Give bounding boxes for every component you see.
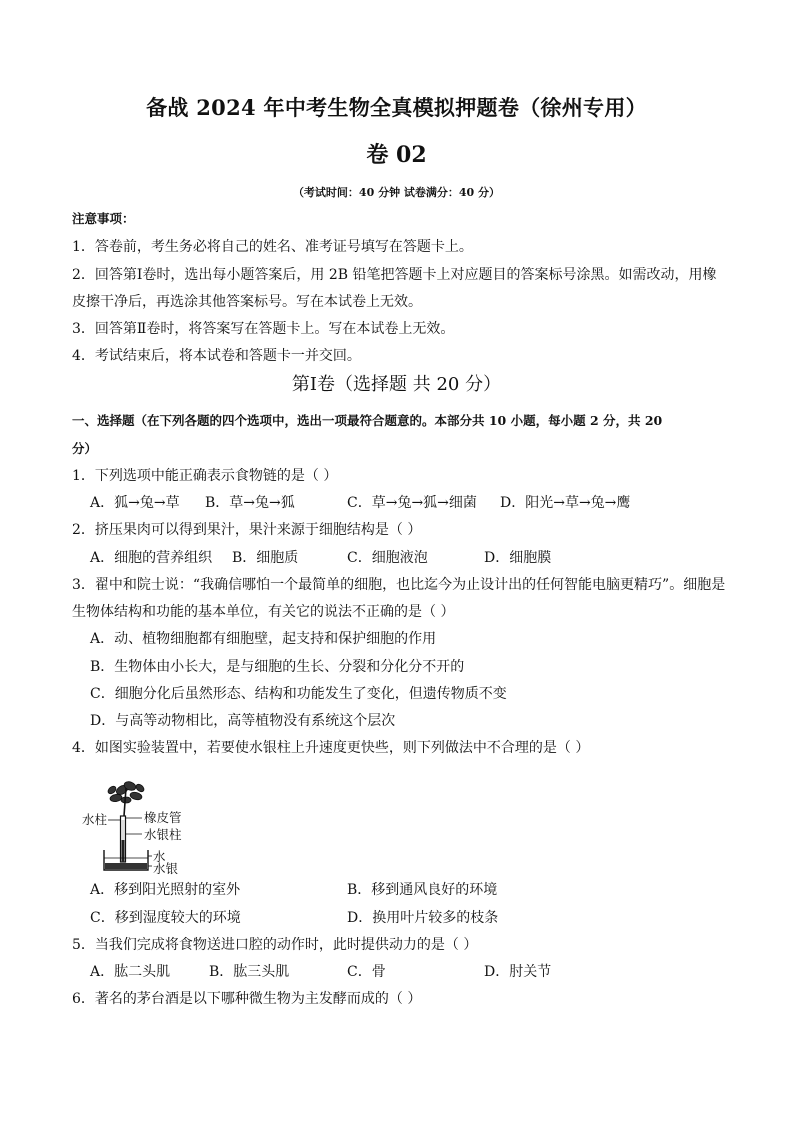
exam-info: （考试时间：40 分钟 试卷满分：40 分） [292,186,501,199]
question-2-option-d: D．细胞膜 [484,550,552,566]
question-6-stem: 6．著名的茅台酒是以下哪种微生物为主发酵而成的（ ） [72,991,422,1007]
label-water: 水 [153,849,166,864]
note-item-4: 4．考试结束后，将本试卷和答题卡一并交回。 [72,348,361,364]
exam-subtitle: 卷 02 [366,142,427,168]
question-5-option-c: C．骨 [347,964,386,980]
note-item-2-cont: 皮擦干净后，再选涂其他答案标号。写在本试卷上无效。 [72,294,422,310]
question-5-option-d: D．肘关节 [484,964,552,980]
label-mercury-column: 水银柱 [144,827,182,842]
label-mercury: 水银 [153,861,179,876]
label-water-column: 水柱 [82,812,108,827]
label-rubber-tube: 橡皮管 [144,810,182,825]
section-instruction-cont: 分） [72,441,98,456]
question-3-option-c: C．细胞分化后虽然形态、结构和功能发生了变化，但遗传物质不变 [90,686,507,702]
question-2-option-b: B．细胞质 [232,550,299,566]
question-5-option-a: A．肱二头肌 [90,964,171,980]
transpiration-apparatus-figure [78,778,198,878]
note-item-2: 2．回答第Ⅰ卷时，选出每小题答案后，用 2B 铅笔把答题卡上对应题目的答案标号涂黑。如需改动，用橡 [72,267,717,283]
notes-heading: 注意事项： [72,211,135,226]
question-5-stem: 5．当我们完成将食物送进口腔的动作时，此时提供动力的是（ ） [72,937,478,953]
question-4-stem: 4．如图实验装置中，若要使水银柱上升速度更快些，则下列做法中不合理的是（ ） [72,740,590,756]
question-3-stem: 3．翟中和院士说：“我确信哪怕一个最简单的细胞，也比迄今为止设计出的任何智能电脑更精巧”。细胞是 [72,577,726,593]
question-5-option-b: B．肱三头肌 [209,964,290,980]
question-3-option-b: B．生物体由小长大，是与细胞的生长、分裂和分化分不开的 [90,659,465,675]
question-3-option-a: A．动、植物细胞都有细胞壁，起支持和保护细胞的作用 [90,631,437,647]
section-heading: 第Ⅰ卷（选择题 共 20 分） [291,374,502,395]
question-2-option-a: A．细胞的营养组织 [90,550,213,566]
question-1-stem: 1．下列选项中能正确表示食物链的是（ ） [72,468,338,484]
note-item-3: 3．回答第Ⅱ卷时，将答案写在答题卡上。写在本试卷上无效。 [72,321,455,337]
question-2-stem: 2．挤压果肉可以得到果汁，果汁来源于细胞结构是（ ） [72,522,422,538]
exam-title: 备战 2024 年中考生物全真模拟押题卷（徐州专用） [146,95,647,120]
question-3-stem-cont: 生物体结构和功能的基本单位，有关它的说法不正确的是（ ） [72,604,455,620]
question-1-option-a: A．狐→兔→草 [90,495,180,511]
question-4-option-c: C．移到湿度较大的环境 [90,910,241,926]
question-3-option-d: D．与高等动物相比，高等植物没有系统这个层次 [90,713,396,729]
question-1-option-c: C．草→兔→狐→细菌 [347,495,477,511]
question-1-option-b: B．草→兔→狐 [205,495,295,511]
question-4-option-d: D．换用叶片较多的枝条 [347,910,499,926]
section-instruction: 一、选择题（在下列各题的四个选项中，选出一项最符合题意的。本部分共 10 小题，每小题 2 分，共 20 [72,413,663,428]
question-4-option-a: A．移到阳光照射的室外 [90,882,241,898]
question-2-option-c: C．细胞液泡 [347,550,428,566]
note-item-1: 1．答卷前，考生务必将自己的姓名、准考证号填写在答题卡上。 [72,239,473,255]
question-4-option-b: B．移到通风良好的环境 [347,882,498,898]
question-1-option-d: D．阳光→草→兔→鹰 [500,495,631,511]
